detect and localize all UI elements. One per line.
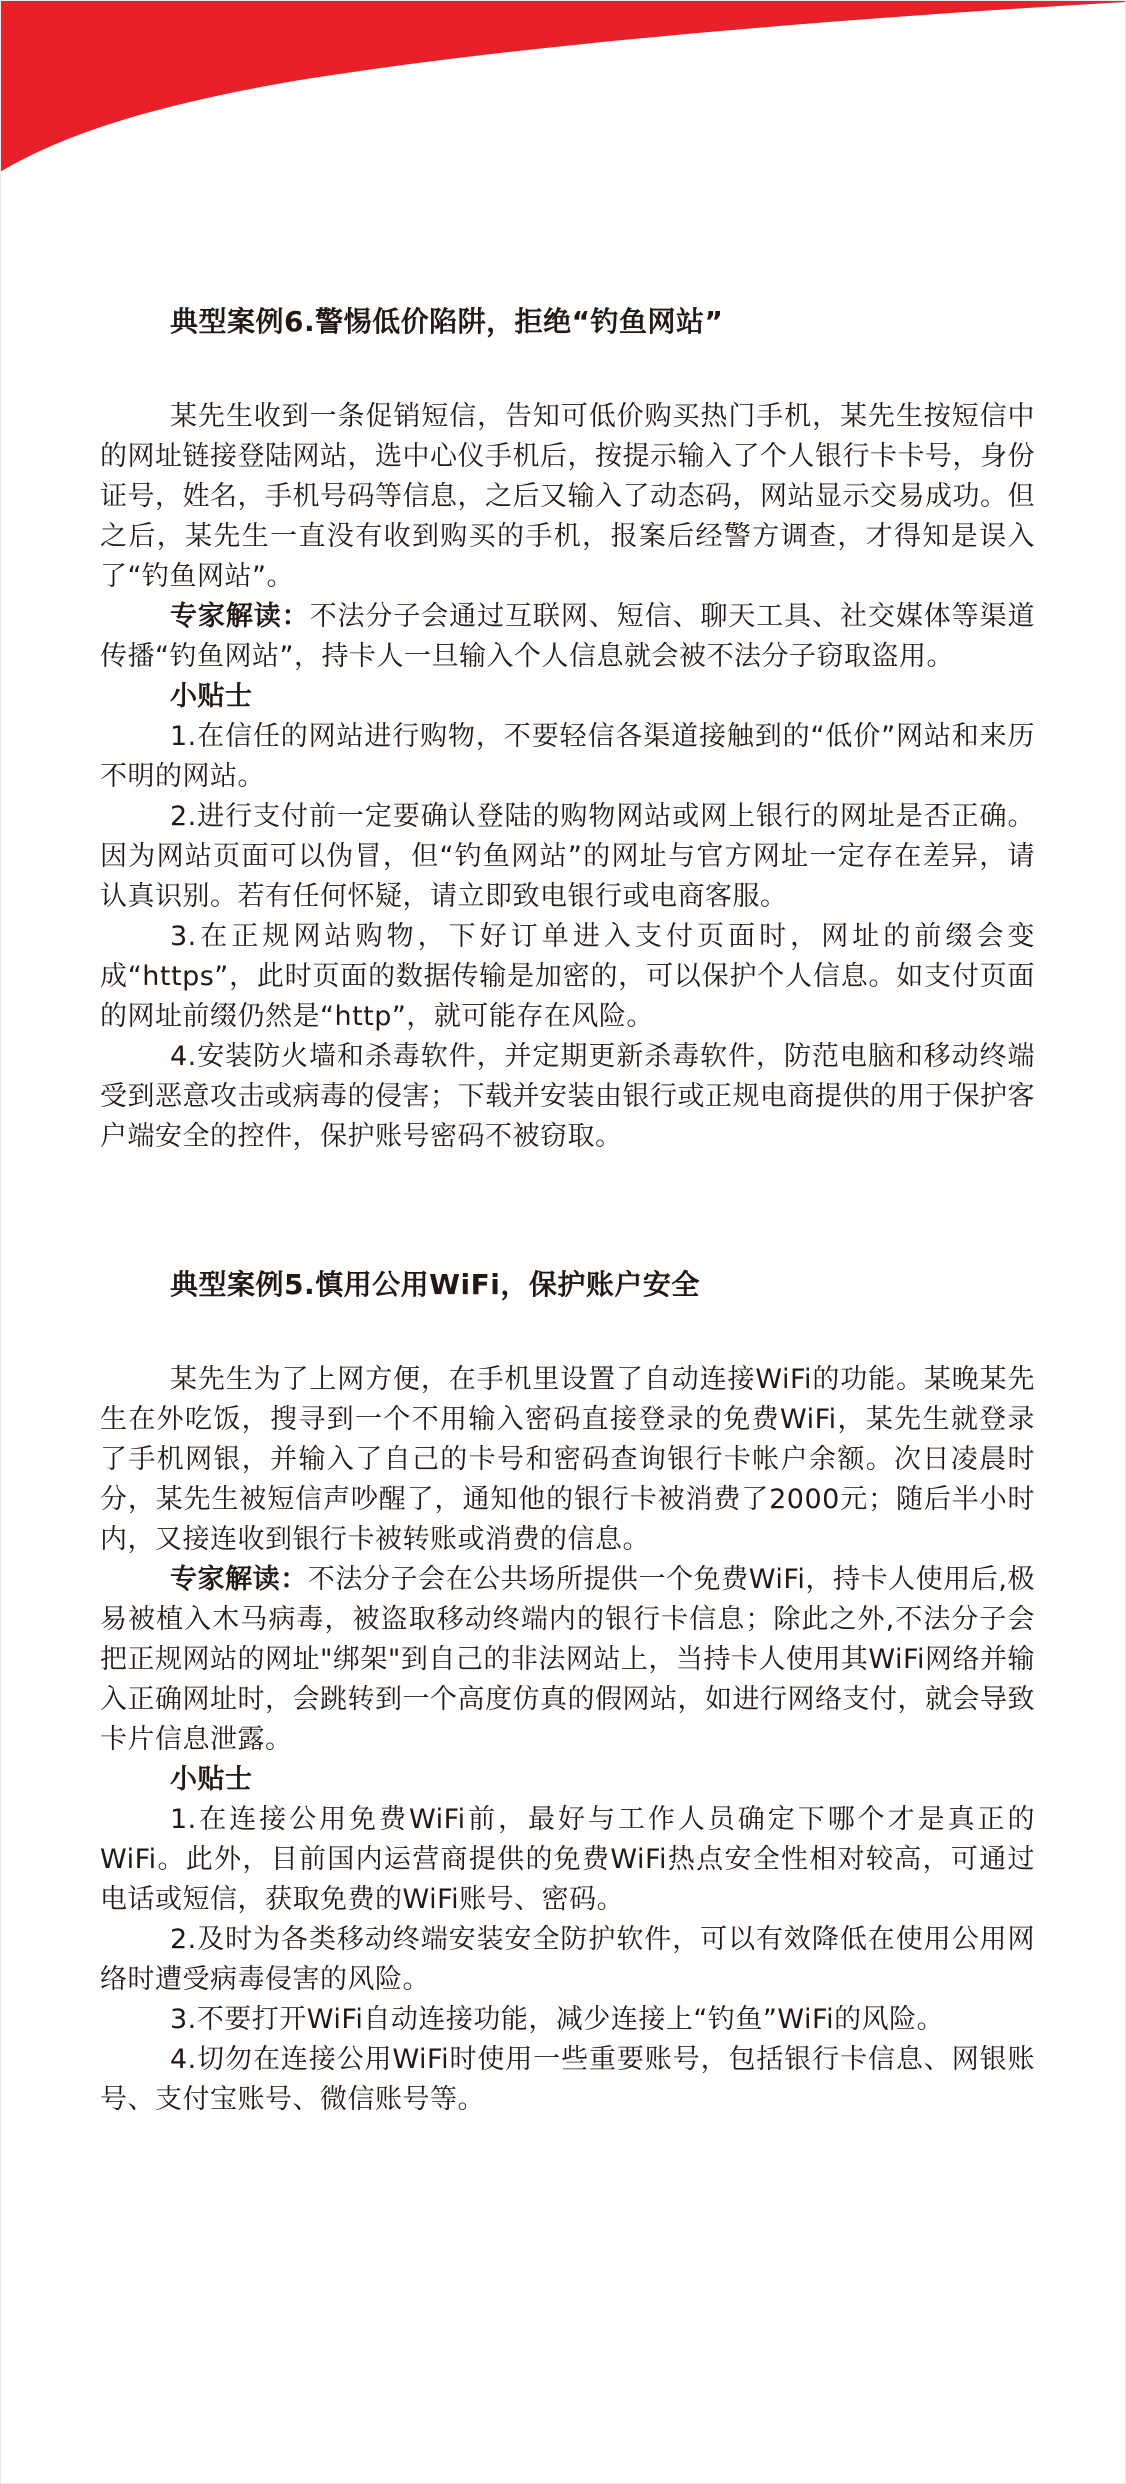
case-title: 典型案例5.慎用公用WiFi，保护账户安全 [170, 1268, 700, 1301]
expert-label: 专家解读： [170, 601, 310, 632]
tip-item: 2.进行支付前一定要确认登陆的购物网站或网上银行的网址是否正确。因为网站页面可以伪冒，但“钓鱼网站”的网址与官方网址一定存在差异，请认真识别。若有任何怀疑，请立即致电银行或电商客服。 [100, 801, 1035, 912]
tip-item: 3.在正规网站购物，下好订单进入支付页面时，网址的前缀会变成“https”，此时页面的数据传输是加密的，可以保护个人信息。如支付页面的网址前缀仍然是“http”，就可能存在风险。 [100, 921, 1035, 1032]
expert-analysis [100, 1560, 1035, 1760]
tip-item: 4.切勿在连接公用WiFi时使用一些重要账号，包括银行卡信息、网银账号、支付宝账号、微信账号等。 [100, 2044, 1035, 2115]
tip-item: 1.在连接公用免费WiFi前，最好与工作人员确定下哪个才是真正的WiFi。此外，目前国内运营商提供的免费WiFi热点安全性相对较高，可通过电话或短信，获取免费的WiFi账号、密码。 [100, 1804, 1035, 1915]
tips-title: 小贴士 [170, 681, 253, 712]
expert-text: 不法分子会在公共场所提供一个免费WiFi，持卡人使用后,极易被植入木马病毒，被盗取移动终端内的银行卡信息；除此之外,不法分子会把正规网站的网址"绑架"到自己的非法网站上，当持卡人使用其WiFi网络并输入正确网址时，会跳转到一个高度仿真的假网站，如进行网络支付，就会导致卡片信息泄露。 [100, 1564, 1036, 1755]
red-header-banner [0, 0, 1126, 180]
expert-analysis [100, 597, 1035, 677]
case-story: 某先生为了上网方便，在手机里设置了自动连接WiFi的功能。某晚某先生在外吃饭，搜寻到一个不用输入密码直接登录的免费WiFi，某先生就登录了手机网银，并输入了自己的卡号和密码查询银行卡帐户余额。次日凌晨时分，某先生被短信声吵醒了，通知他的银行卡被消费了2000元；随后半小时内，又接连收到银行卡被转账或消费的信息。 [100, 1364, 1035, 1555]
tip-item: 4.安装防火墙和杀毒软件，并定期更新杀毒软件，防范电脑和移动终端受到恶意攻击或病毒的侵害；下载并安装由银行或正规电商提供的用于保护客户端安全的控件，保护账号密码不被窃取。 [100, 1041, 1035, 1152]
case-section-6 [100, 302, 1035, 1157]
red-wave-shape [0, 0, 1126, 172]
expert-text: 不法分子会通过互联网、短信、聊天工具、社交媒体等渠道传播“钓鱼网站”，持卡人一旦输入个人信息就会被不法分子窃取盗用。 [100, 601, 1036, 672]
tip-item: 3.不要打开WiFi自动连接功能，减少连接上“钓鱼”WiFi的风险。 [170, 2004, 945, 2035]
case-story: 某先生收到一条促销短信，告知可低价购买热门手机，某先生按短信中的网址链接登陆网站，选中心仪手机后，按提示输入了个人银行卡卡号，身份证号，姓名，手机号码等信息，之后又输入了动态码，网站显示交易成功。但之后，某先生一直没有收到购买的手机，报案后经警方调查，才得知是误入了“钓鱼网站”。 [100, 401, 1035, 592]
case-title: 典型案例6.警惕低价陷阱，拒绝“钓鱼网站” [170, 305, 724, 338]
tips-title: 小贴士 [170, 1764, 253, 1795]
expert-label: 专家解读： [170, 1564, 308, 1595]
case-section-5 [100, 1265, 1035, 2120]
tip-item: 2.及时为各类移动终端安装安全防护软件，可以有效降低在使用公用网络时遭受病毒侵害的风险。 [100, 1924, 1035, 1995]
tip-item: 1.在信任的网站进行购物，不要轻信各渠道接触到的“低价”网站和来历不明的网站。 [100, 721, 1035, 792]
